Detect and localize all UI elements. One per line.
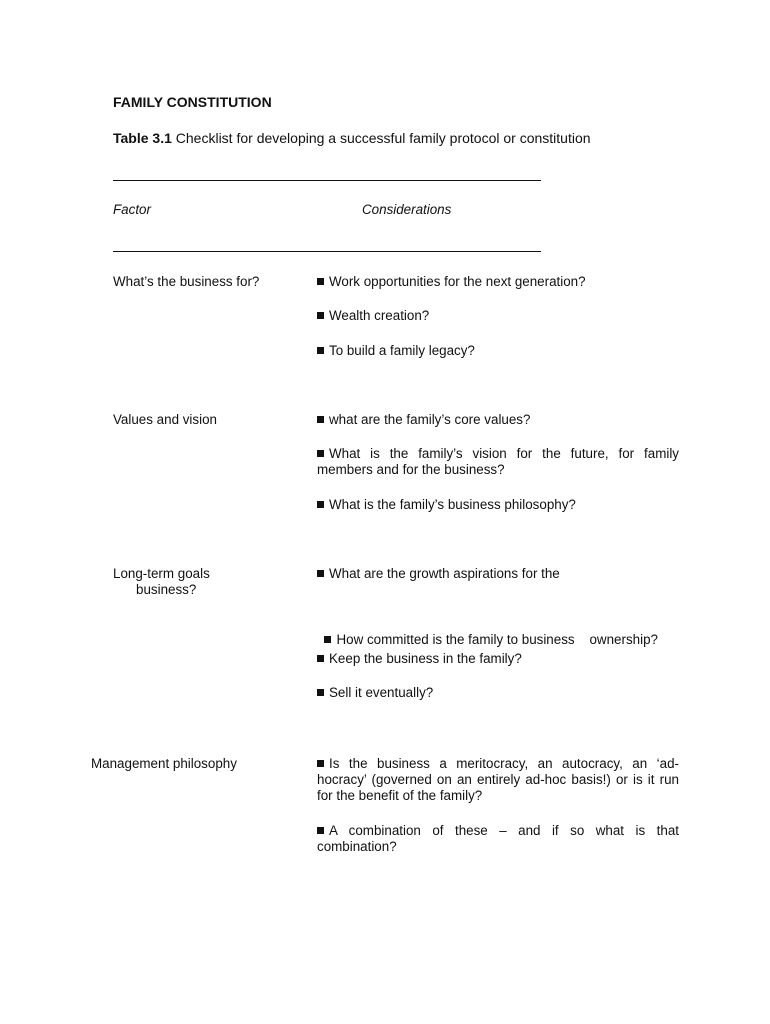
square-bullet-icon [317, 570, 324, 577]
square-bullet-icon [317, 827, 324, 834]
table-header-rule [113, 251, 541, 252]
list-item: A combination of these – and if so what is that combination? [317, 823, 679, 854]
square-bullet-icon [324, 636, 331, 643]
square-bullet-icon [317, 655, 324, 662]
factor-management-philosophy: Management philosophy [91, 756, 237, 771]
list-item: Is the business a meritocracy, an autocracy, an ‘ad-hocracy’ (governed on an entirely ad-hoc basis!) or is it run for the benefit of the family? [317, 756, 679, 803]
factor-values-vision: Values and vision [113, 412, 217, 427]
square-bullet-icon [317, 312, 324, 319]
list-item: What is the family’s vision for the future, for family members and for the business? [317, 446, 679, 477]
header-factor: Factor [113, 202, 151, 217]
header-considerations: Considerations [362, 202, 452, 217]
list-item: To build a family legacy? [317, 343, 679, 359]
list-item: Wealth creation? [317, 308, 679, 324]
factor-business-purpose: What’s the business for? [113, 274, 260, 289]
table-label: Table 3.1 [113, 130, 172, 146]
list-item: How committed is the family to business ownership? [317, 616, 679, 648]
list-item: Keep the business in the family? [317, 651, 679, 667]
factor-long-term-goals [113, 566, 210, 598]
square-bullet-icon [317, 760, 324, 767]
factor-long-term-goals-line2: business? [136, 582, 197, 597]
document-title: FAMILY CONSTITUTION [113, 94, 272, 110]
square-bullet-icon [317, 278, 324, 285]
list-item: What are the growth aspirations for the [317, 566, 679, 582]
table-top-rule [113, 180, 541, 181]
square-bullet-icon [317, 501, 324, 508]
square-bullet-icon [317, 416, 324, 423]
table-caption-text: Checklist for developing a successful family protocol or constitution [175, 130, 591, 146]
list-item: What is the family’s business philosophy? [317, 497, 679, 513]
square-bullet-icon [317, 689, 324, 696]
list-item: Sell it eventually? [317, 685, 679, 701]
table-caption [113, 130, 591, 146]
list-item: what are the family’s core values? [317, 412, 679, 428]
square-bullet-icon [317, 347, 324, 354]
list-item: Work opportunities for the next generation? [317, 274, 679, 290]
factor-long-term-goals-line1: Long-term goals [113, 566, 210, 581]
square-bullet-icon [317, 450, 324, 457]
